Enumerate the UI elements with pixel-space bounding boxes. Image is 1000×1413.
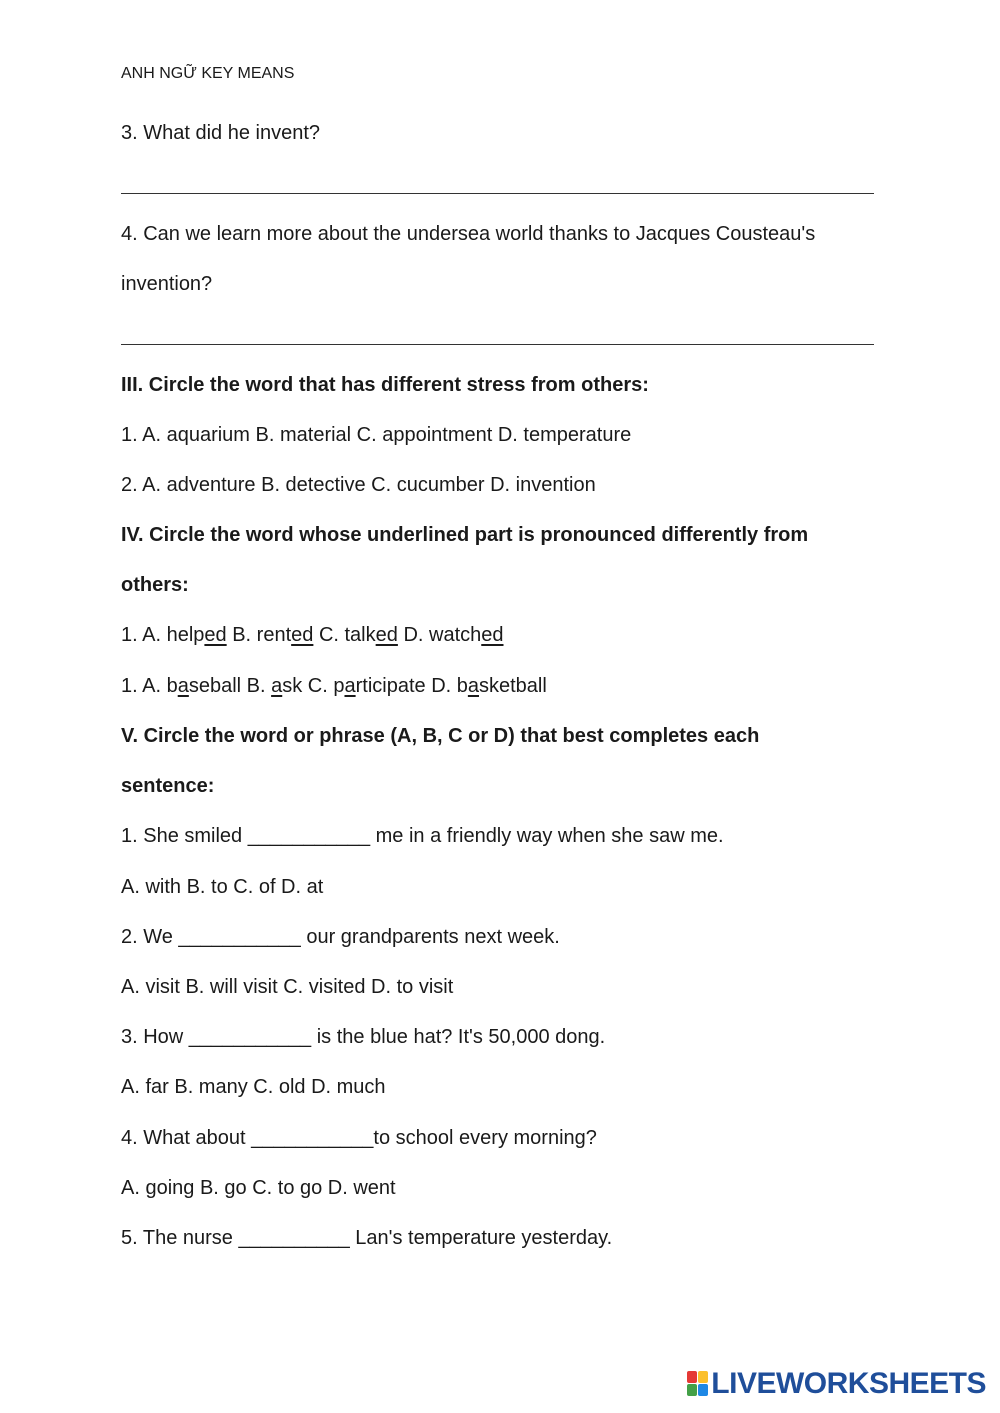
section-5-title-line-1: V. Circle the word or phrase (A, B, C or D) that best completes each [121, 725, 760, 747]
liveworksheets-logo-text: LIVEWORKSHEETS [711, 1367, 986, 1400]
section-5-question-4: 4. What about ___________to school every morning? [121, 1127, 597, 1149]
answer-line-3[interactable] [121, 193, 874, 194]
answer-line-4[interactable] [121, 344, 874, 345]
section-5-question-3: 3. How ___________ is the blue hat? It's 50,000 dong. [121, 1026, 606, 1048]
liveworksheets-logo-icon [687, 1371, 709, 1397]
section-4-title-line-1: IV. Circle the word whose underlined part is pronounced differently from [121, 524, 809, 546]
section-5-title-line-2: sentence: [121, 775, 215, 797]
section-5-question-1: 1. She smiled ___________ me in a friendly way when she saw me. [121, 825, 724, 847]
section-5-options-3: A. far B. many C. old D. much [121, 1076, 386, 1098]
question-4-line-2: invention? [121, 273, 213, 295]
section-5-options-4: A. going B. go C. to go D. went [121, 1177, 396, 1199]
question-3: 3. What did he invent? [121, 122, 321, 144]
section-4-title-line-2: others: [121, 574, 189, 596]
section-3-title: III. Circle the word that has different stress from others: [121, 374, 649, 396]
section-5-options-2: A. visit B. will visit C. visited D. to visit [121, 976, 454, 998]
section-5-question-2: 2. We ___________ our grandparents next week. [121, 926, 560, 948]
section-3-item-1: 1. A. aquarium B. material C. appointment D. temperature [121, 424, 632, 446]
section-5-question-5: 5. The nurse __________ Lan's temperature yesterday. [121, 1227, 613, 1249]
question-4-line-1: 4. Can we learn more about the undersea world thanks to Jacques Cousteau's [121, 223, 816, 245]
liveworksheets-logo [687, 1369, 986, 1399]
page-header: ANH NGỮ KEY MEANS [121, 65, 295, 82]
section-4-item-2: 1. A. baseball B. ask C. participate D. basketball [121, 675, 547, 697]
section-5-options-1: A. with B. to C. of D. at [121, 876, 324, 898]
section-4-item-1: 1. A. helped B. rented C. talked D. watched [121, 624, 504, 646]
section-3-item-2: 2. A. adventure B. detective C. cucumber D. invention [121, 474, 596, 496]
